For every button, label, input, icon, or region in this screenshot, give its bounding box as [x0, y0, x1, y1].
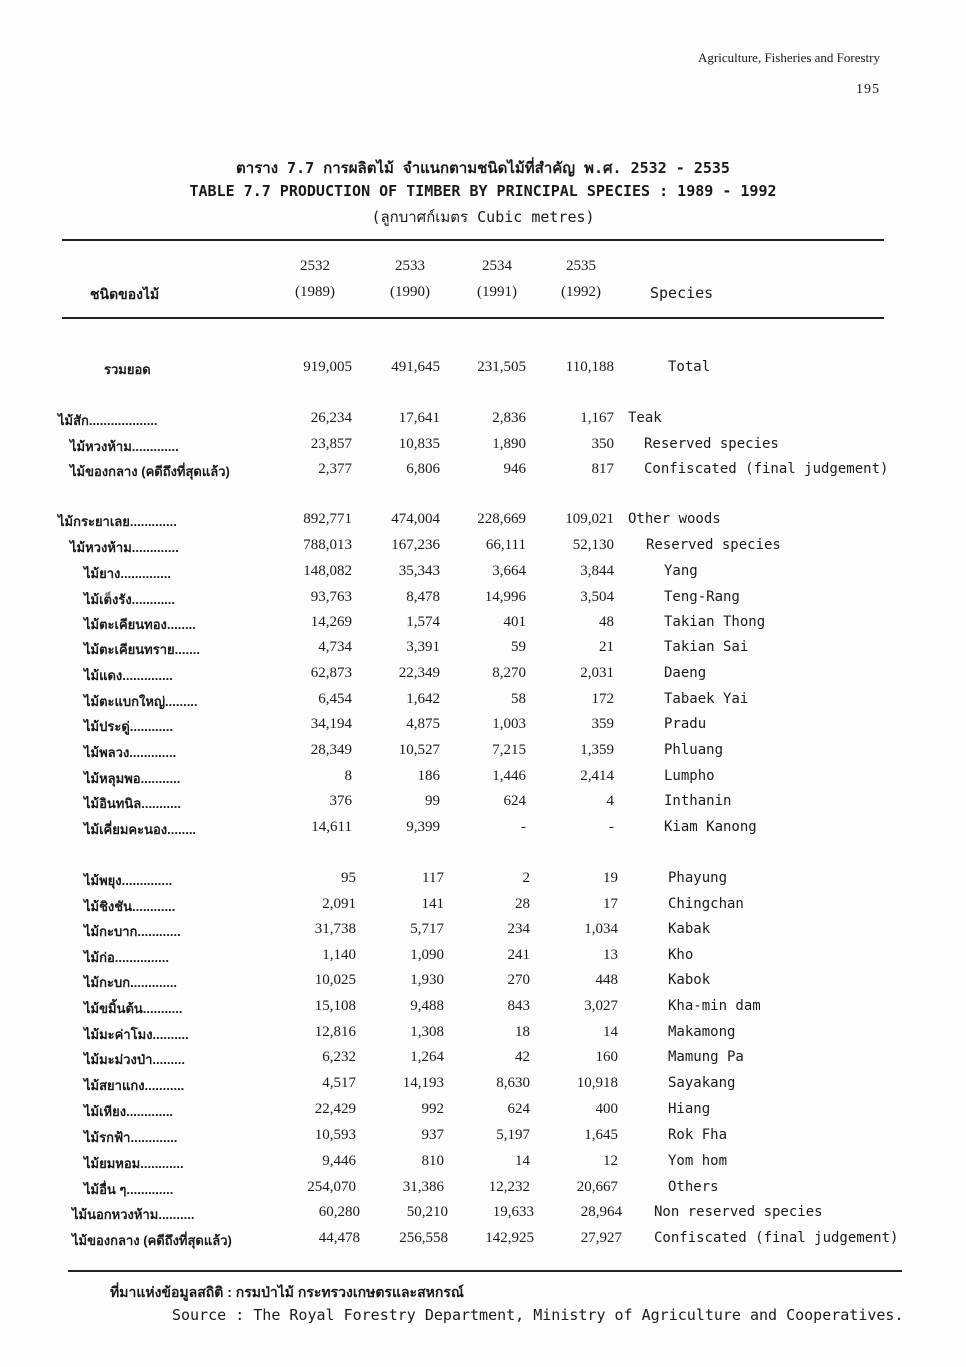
thai-species-name: ไม้กะบาก............ — [84, 924, 181, 939]
value-cell: 14,269 — [310, 614, 352, 630]
table-row — [0, 768, 966, 792]
value-cell: 42 — [515, 1049, 530, 1065]
value-cell: 1,308 — [410, 1024, 444, 1040]
value-cell: 9,399 — [406, 819, 440, 835]
value-cell: 1,446 — [492, 768, 526, 784]
table-row — [0, 511, 966, 535]
english-species-name: Kiam Kanong — [664, 819, 757, 835]
thai-species-name: ไม้ยมหอม............ — [84, 1156, 184, 1171]
value-cell: 843 — [507, 998, 530, 1014]
thai-species-name: ไม้ตะเคียนทอง........ — [84, 617, 196, 632]
col-year-be: 2533 — [395, 258, 425, 274]
value-cell: 2 — [522, 870, 530, 886]
thai-species-name: ไม้ของกลาง (คดีถึงที่สุดแล้ว) — [70, 464, 230, 479]
english-species-name: Phayung — [668, 870, 728, 886]
english-species-name: Makamong — [668, 1024, 736, 1040]
table-row — [0, 972, 966, 996]
table-title-thai: ตาราง 7.7 การผลิตไม้ จำแนกตามชนิดไม้ที่สำคัญ พ.ศ. 2532 - 2535 — [236, 159, 730, 177]
thai-species-name: ไม้สัก................... — [58, 413, 158, 428]
value-cell: 992 — [421, 1101, 444, 1117]
value-cell: 3,391 — [406, 639, 440, 655]
value-cell: 10,835 — [398, 436, 440, 452]
col-year-ce: (1992) — [561, 284, 601, 300]
value-cell: 23,857 — [310, 436, 352, 452]
value-cell: 1,642 — [406, 691, 440, 707]
value-cell: 22,429 — [314, 1101, 356, 1117]
english-species-name: Tabaek Yai — [664, 691, 749, 707]
table-row — [0, 1127, 966, 1151]
value-cell: 17,641 — [398, 410, 440, 426]
value-cell: 31,386 — [402, 1179, 444, 1195]
value-cell: 919,005 — [303, 359, 352, 375]
value-cell: 1,034 — [584, 921, 618, 937]
value-cell: 14,611 — [311, 819, 352, 835]
english-species-name: Rok Fha — [668, 1127, 728, 1143]
value-cell: 1,264 — [410, 1049, 444, 1065]
thai-species-name: ไม้หวงห้าม............. — [70, 540, 179, 555]
thai-species-name: ไม้ขมิ้นต้น........... — [84, 1001, 183, 1016]
value-cell: 14 — [515, 1153, 530, 1169]
value-cell: 2,377 — [318, 461, 352, 477]
col-year-ce: (1991) — [477, 284, 517, 300]
thai-species-name: ไม้ตะแบกใหญ่......... — [84, 694, 198, 709]
bottom-rule — [68, 1270, 902, 1272]
value-cell: 50,210 — [406, 1204, 448, 1220]
value-cell: 10,025 — [314, 972, 356, 988]
table-row — [0, 1179, 966, 1203]
english-species-name: Mamung Pa — [668, 1049, 744, 1065]
english-species-name: Confiscated (final judgement) — [654, 1230, 899, 1246]
english-species-name: Teak — [628, 410, 662, 426]
value-cell: 14 — [603, 1024, 618, 1040]
english-species-name: Takian Sai — [664, 639, 749, 655]
value-cell: 141 — [421, 896, 444, 912]
thai-species-name: ไม้หลุมพอ........... — [84, 771, 181, 786]
value-cell: 241 — [507, 947, 530, 963]
table-row — [0, 1230, 966, 1254]
value-cell: 18 — [515, 1024, 530, 1040]
value-cell: 17 — [603, 896, 618, 912]
value-cell: 1,890 — [492, 436, 526, 452]
value-cell: 148,082 — [303, 563, 352, 579]
english-species-name: Others — [668, 1179, 719, 1195]
english-species-name: Sayakang — [668, 1075, 736, 1091]
thai-species-name: ไม้นอกหวงห้าม.......... — [72, 1207, 195, 1222]
value-cell: 624 — [507, 1101, 530, 1117]
value-cell: 3,664 — [492, 563, 526, 579]
value-cell: 52,130 — [572, 537, 614, 553]
english-species-name: Yang — [664, 563, 698, 579]
value-cell: 1,167 — [580, 410, 614, 426]
value-cell: 6,806 — [406, 461, 440, 477]
value-cell: 59 — [511, 639, 526, 655]
value-cell: 892,771 — [303, 511, 352, 527]
value-cell: 817 — [591, 461, 614, 477]
table-row — [0, 359, 966, 383]
value-cell: 26,234 — [310, 410, 352, 426]
value-cell: 58 — [511, 691, 526, 707]
value-cell: 10,593 — [314, 1127, 356, 1143]
value-cell: 350 — [591, 436, 614, 452]
thai-species-name: ไม้เคี่ยมคะนอง........ — [84, 822, 197, 837]
value-cell: 19 — [603, 870, 618, 886]
value-cell: 14,193 — [402, 1075, 444, 1091]
page-number: 195 — [856, 82, 880, 97]
thai-species-name: ไม้ก่อ............... — [84, 950, 169, 965]
table-row — [0, 461, 966, 485]
table-row — [0, 1024, 966, 1048]
value-cell: 9,488 — [410, 998, 444, 1014]
value-cell: 231,505 — [477, 359, 526, 375]
english-species-name: Inthanin — [664, 793, 732, 809]
value-cell: 6,454 — [318, 691, 352, 707]
col-thai-label: ชนิดของไม้ — [90, 286, 160, 302]
value-cell: 8,270 — [492, 665, 526, 681]
table-row — [0, 742, 966, 766]
value-cell: 8 — [344, 768, 352, 784]
running-header: Agriculture, Fisheries and Forestry — [698, 50, 880, 65]
thai-species-name: ไม้แดง.............. — [84, 668, 173, 683]
value-cell: 10,918 — [576, 1075, 618, 1091]
value-cell: 172 — [591, 691, 614, 707]
table-row — [0, 1101, 966, 1125]
value-cell: 1,090 — [410, 947, 444, 963]
english-species-name: Takian Thong — [664, 614, 766, 630]
value-cell: 2,836 — [492, 410, 526, 426]
col-year-be: 2534 — [482, 258, 512, 274]
value-cell: 12,816 — [314, 1024, 356, 1040]
table-row — [0, 870, 966, 894]
value-cell: 21 — [599, 639, 614, 655]
value-cell: 937 — [421, 1127, 444, 1143]
table-row — [0, 537, 966, 561]
value-cell: 4,875 — [406, 716, 440, 732]
col-year-ce: (1989) — [295, 284, 335, 300]
table-row — [0, 947, 966, 971]
value-cell: 4,517 — [322, 1075, 356, 1091]
value-cell: 160 — [595, 1049, 618, 1065]
english-species-name: Daeng — [664, 665, 707, 681]
value-cell: 6,232 — [322, 1049, 356, 1065]
thai-species-name: ไม้ตะเคียนทราย....... — [84, 642, 200, 657]
value-cell: 99 — [425, 793, 440, 809]
value-cell: 9,446 — [322, 1153, 356, 1169]
table-row — [0, 819, 966, 843]
value-cell: 1,574 — [406, 614, 440, 630]
thai-species-name: ไม้เหียง............. — [84, 1104, 174, 1119]
value-cell: 4 — [606, 793, 614, 809]
thai-species-name: ไม้รกฟ้า............. — [84, 1130, 178, 1145]
value-cell: 28,349 — [310, 742, 352, 758]
table-row — [0, 589, 966, 613]
value-cell: 60,280 — [318, 1204, 360, 1220]
top-rule — [62, 239, 884, 241]
value-cell: 35,343 — [398, 563, 440, 579]
value-cell: 3,027 — [584, 998, 618, 1014]
thai-species-name: ไม้มะค่าโมง.......... — [84, 1027, 189, 1042]
col-species-label: Species — [650, 284, 714, 302]
table-row — [0, 1075, 966, 1099]
value-cell: 8,478 — [406, 589, 440, 605]
value-cell: 3,844 — [580, 563, 614, 579]
value-cell: 1,645 — [584, 1127, 618, 1143]
value-cell: 5,197 — [496, 1127, 530, 1143]
english-species-name: Kha-min dam — [668, 998, 761, 1014]
value-cell: 62,873 — [310, 665, 352, 681]
value-cell: 400 — [595, 1101, 618, 1117]
value-cell: 27,927 — [580, 1230, 622, 1246]
value-cell: 22,349 — [398, 665, 440, 681]
value-cell: - — [609, 819, 614, 835]
english-species-name: Non reserved species — [654, 1204, 823, 1220]
thai-species-name: รวมยอด — [104, 362, 151, 377]
value-cell: 20,667 — [576, 1179, 618, 1195]
value-cell: 1,140 — [322, 947, 356, 963]
english-species-name: Teng-Rang — [664, 589, 740, 605]
value-cell: 34,194 — [310, 716, 352, 732]
value-cell: 5,717 — [410, 921, 444, 937]
value-cell: 44,478 — [318, 1230, 360, 1246]
thai-species-name: ไม้อินทนิล........... — [84, 796, 181, 811]
english-species-name: Pradu — [664, 716, 707, 732]
value-cell: 256,558 — [399, 1230, 448, 1246]
value-cell: 66,111 — [485, 537, 526, 553]
value-cell: 95 — [341, 870, 356, 886]
value-cell: 14,996 — [484, 589, 526, 605]
english-species-name: Reserved species — [646, 537, 781, 553]
table-row — [0, 436, 966, 460]
value-cell: 2,414 — [580, 768, 614, 784]
value-cell: 28 — [515, 896, 530, 912]
thai-species-name: ไม้ชิงชัน............ — [84, 899, 176, 914]
table-row — [0, 665, 966, 689]
table-row — [0, 1153, 966, 1177]
value-cell: 110,188 — [565, 359, 614, 375]
value-cell: 15,108 — [314, 998, 356, 1014]
value-cell: 31,738 — [314, 921, 356, 937]
value-cell: 401 — [503, 614, 526, 630]
table-row — [0, 1204, 966, 1228]
value-cell: 270 — [507, 972, 530, 988]
value-cell: 376 — [329, 793, 352, 809]
value-cell: 12 — [603, 1153, 618, 1169]
thai-species-name: ไม้กระยาเลย............. — [58, 514, 177, 529]
value-cell: 788,013 — [303, 537, 352, 553]
thai-species-name: ไม้เต็งรัง............ — [84, 592, 176, 607]
english-species-name: Yom hom — [668, 1153, 728, 1169]
value-cell: 8,630 — [496, 1075, 530, 1091]
table-row — [0, 998, 966, 1022]
value-cell: 474,004 — [391, 511, 440, 527]
table-row — [0, 921, 966, 945]
value-cell: 228,669 — [477, 511, 526, 527]
value-cell: 10,527 — [398, 742, 440, 758]
value-cell: 624 — [503, 793, 526, 809]
value-cell: 1,003 — [492, 716, 526, 732]
value-cell: 810 — [421, 1153, 444, 1169]
english-species-name: Kho — [668, 947, 694, 963]
table-title-english: TABLE 7.7 PRODUCTION OF TIMBER BY PRINCIPAL SPECIES : 1989 - 1992 — [189, 182, 777, 200]
english-species-name: Chingchan — [668, 896, 744, 912]
value-cell: 48 — [599, 614, 614, 630]
value-cell: 1,930 — [410, 972, 444, 988]
table-row — [0, 896, 966, 920]
value-cell: 167,236 — [391, 537, 440, 553]
value-cell: 93,763 — [310, 589, 352, 605]
value-cell: 13 — [603, 947, 618, 963]
value-cell: 2,091 — [322, 896, 356, 912]
col-year-ce: (1990) — [390, 284, 430, 300]
source-english: Source : The Royal Forestry Department, Ministry of Agriculture and Cooperatives. — [172, 1306, 904, 1324]
thai-species-name: ไม้หวงห้าม............. — [70, 439, 179, 454]
thai-species-name: ไม้ของกลาง (คดีถึงที่สุดแล้ว) — [72, 1233, 232, 1248]
table-row — [0, 614, 966, 638]
value-cell: 142,925 — [485, 1230, 534, 1246]
value-cell: 4,734 — [318, 639, 352, 655]
value-cell: 254,070 — [307, 1179, 356, 1195]
english-species-name: Kabak — [668, 921, 711, 937]
english-species-name: Reserved species — [644, 436, 779, 452]
thai-species-name: ไม้ประดู่............ — [84, 719, 174, 734]
value-cell: 491,645 — [391, 359, 440, 375]
thai-species-name: ไม้กะบก............. — [84, 975, 178, 990]
value-cell: 3,504 — [580, 589, 614, 605]
table-row — [0, 639, 966, 663]
english-species-name: Kabok — [668, 972, 711, 988]
thai-species-name: ไม้สยาแกง........... — [84, 1078, 185, 1093]
value-cell: 117 — [422, 870, 444, 886]
value-cell: 186 — [417, 768, 440, 784]
value-cell: 12,232 — [488, 1179, 530, 1195]
table-unit: (ลูกบาศก์เมตร Cubic metres) — [371, 208, 595, 226]
english-species-name: Total — [668, 359, 711, 375]
thai-species-name: ไม้พลวง............. — [84, 745, 177, 760]
english-species-name: Other woods — [628, 511, 721, 527]
value-cell: 359 — [591, 716, 614, 732]
col-year-be: 2535 — [566, 258, 596, 274]
table-row — [0, 410, 966, 434]
value-cell: 234 — [507, 921, 530, 937]
value-cell: 2,031 — [580, 665, 614, 681]
value-cell: 946 — [503, 461, 526, 477]
thai-species-name: ไม้มะม่วงป่า......... — [84, 1052, 185, 1067]
thai-species-name: ไม้ยาง.............. — [84, 566, 171, 581]
thai-species-name: ไม้พยุง.............. — [84, 873, 173, 888]
english-species-name: Hiang — [668, 1101, 711, 1117]
value-cell: 448 — [595, 972, 618, 988]
value-cell: - — [521, 819, 526, 835]
value-cell: 28,964 — [580, 1204, 622, 1220]
col-year-be: 2532 — [300, 258, 330, 274]
source-thai: ที่มาแห่งข้อมูลสถิติ : กรมป่าไม้ กระทรวงเกษตรและสหกรณ์ — [110, 1284, 464, 1300]
table-row — [0, 691, 966, 715]
table-row — [0, 1049, 966, 1073]
value-cell: 109,021 — [565, 511, 614, 527]
value-cell: 19,633 — [492, 1204, 534, 1220]
english-species-name: Phluang — [664, 742, 724, 758]
english-species-name: Lumpho — [664, 768, 715, 784]
header-rule — [62, 317, 884, 319]
english-species-name: Confiscated (final judgement) — [644, 461, 889, 477]
table-row — [0, 716, 966, 740]
value-cell: 7,215 — [492, 742, 526, 758]
thai-species-name: ไม้อื่น ๆ............. — [84, 1182, 174, 1197]
value-cell: 1,359 — [580, 742, 614, 758]
table-row — [0, 563, 966, 587]
table-row — [0, 793, 966, 817]
